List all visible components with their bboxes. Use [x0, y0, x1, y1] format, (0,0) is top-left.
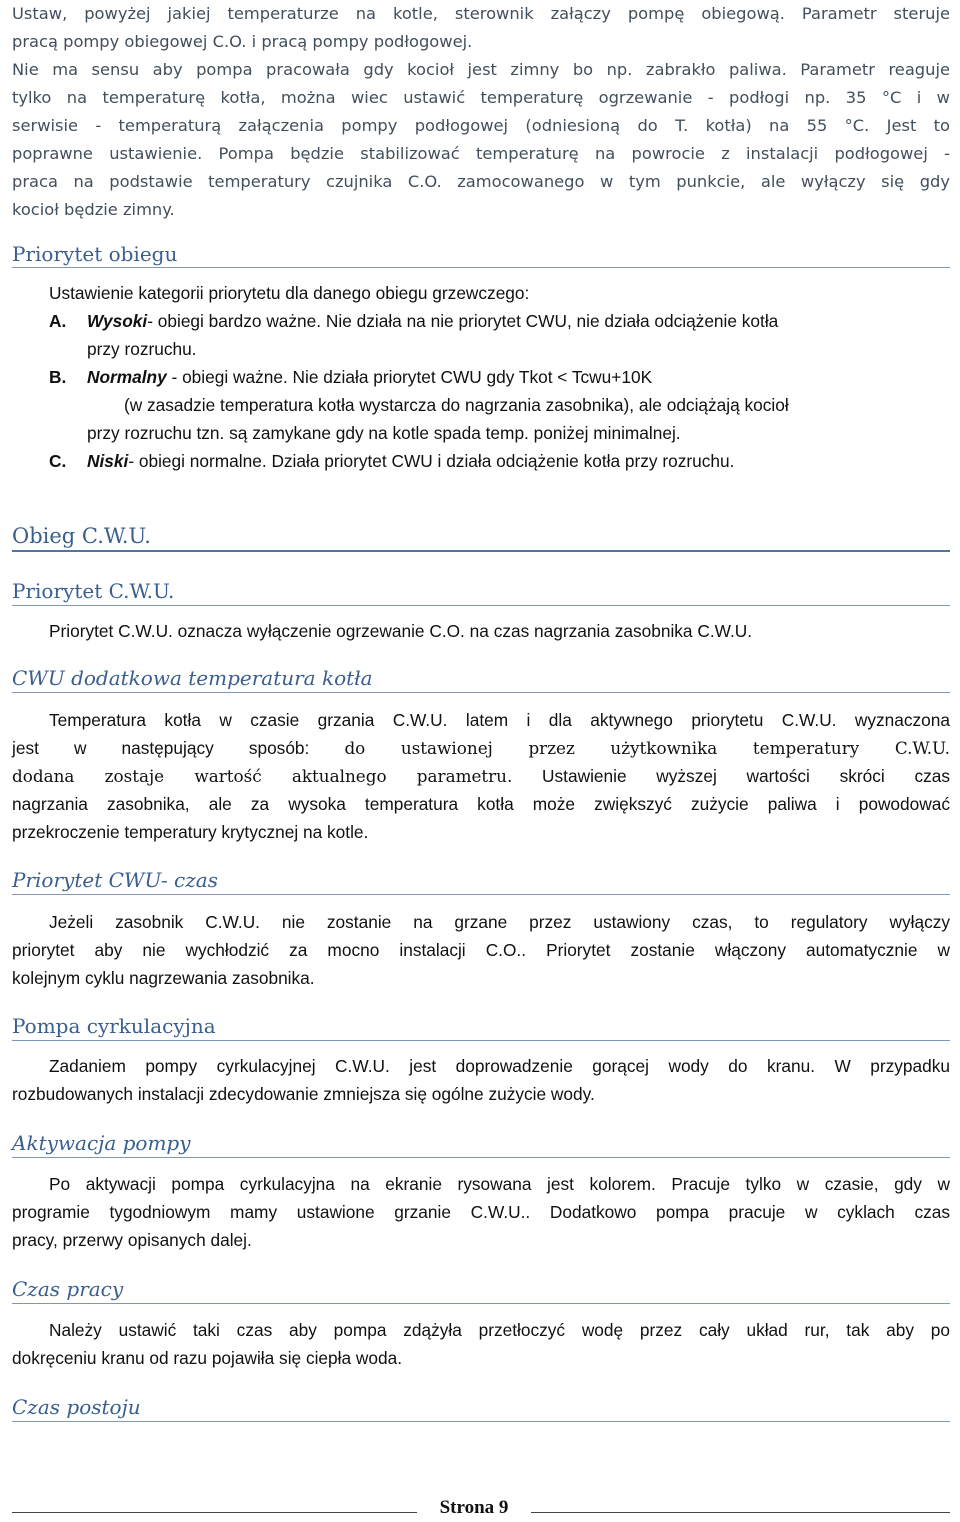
list-item-text: przy rozruchu tzn. są zamykane gdy na kotle spada temp. poniżej minimalnej.	[87, 423, 681, 443]
heading-underline	[12, 1040, 950, 1041]
heading-priorytet-cwu: Priorytet C.W.U.	[12, 579, 175, 603]
pompa-cyrkulacyjna-paragraph	[12, 1052, 950, 1108]
paragraph-line: dokręceniu kranu od razu pojawiła się ciepła woda.	[12, 1348, 403, 1368]
paragraph-line: Po aktywacji pompa cyrkulacyjna na ekranie rysowana jest kolorem. Pracuje tylko w czasie, gdy w	[49, 1174, 950, 1194]
priority-list	[49, 307, 949, 475]
paragraph-text: Ustawienie wyższej wartości skróci czas	[512, 766, 950, 786]
list-item	[49, 363, 949, 447]
paragraph-text: dodana zostaje wartość aktualnego parametru.	[12, 766, 513, 786]
list-item-text: (w zasadzie temperatura kotła wystarcza do nagrzania zasobnika), ale odciążają kocioł	[124, 395, 789, 415]
intro-line: praca na podstawie temperatury czujnika C.O. zamocowanego w tym punkcie, ale wyłączy się gdy	[12, 172, 950, 191]
paragraph-line: Priorytet C.W.U. oznacza wyłączenie ogrzewanie C.O. na czas nagrzania zasobnika C.W.U.	[49, 621, 753, 641]
intro-line: Nie ma sensu aby pompa pracowała gdy kocioł jest zimny bo np. zabrakło paliwa. Parametr reaguje	[12, 60, 950, 79]
priority-intro	[49, 279, 949, 307]
paragraph-line	[12, 762, 950, 790]
priorytet-cwu-text	[49, 617, 949, 645]
list-item-label: B.	[49, 367, 67, 387]
paragraph-line: nagrzania zasobnika, ale za wysoka temperatura kotła może zwiększyć zużycie paliwa i powodować	[12, 794, 950, 814]
paragraph-line: Zadaniem pompy cyrkulacyjnej C.W.U. jest doprowadzenie gorącej wody do kranu. W przypadku	[49, 1056, 950, 1076]
list-item	[49, 447, 949, 475]
footer-rule-left	[12, 1512, 417, 1513]
intro-line: poprawne ustawienie. Pompa będzie stabilizować temperaturę na powrocie z instalacji podłogowej -	[12, 144, 950, 163]
priority-intro-text: Ustawienie kategorii priorytetu dla danego obiegu grzewczego:	[49, 283, 530, 303]
heading-underline	[12, 605, 950, 606]
list-item-label: A.	[49, 311, 67, 331]
heading-underline	[12, 692, 950, 693]
paragraph-line: pracy, przerwy opisanych dalej.	[12, 1230, 252, 1250]
heading-underline	[12, 550, 950, 552]
heading-pompa-cyrkulacyjna: Pompa cyrkulacyjna	[12, 1014, 216, 1038]
heading-czas-pracy: Czas pracy	[12, 1277, 124, 1301]
paragraph-line: przekroczenie temperatury krytycznej na kotle.	[12, 822, 369, 842]
paragraph-text: do ustawionej przez użytkownika temperatury C.W.U.	[344, 738, 950, 758]
heading-czas-postoju: Czas postoju	[12, 1395, 141, 1419]
aktywacja-pompy-paragraph	[12, 1170, 950, 1254]
paragraph-line: kolejnym cyklu nagrzewania zasobnika.	[12, 968, 315, 988]
heading-priorytet-obiegu: Priorytet obiegu	[12, 242, 178, 266]
paragraph-line: Jeżeli zasobnik C.W.U. nie zostanie na grzane przez ustawiony czas, to regulatory wyłączy	[49, 912, 950, 932]
intro-line: kocioł będzie zimny.	[12, 200, 175, 219]
heading-underline	[12, 267, 950, 268]
list-item-text: - obiegi ważne. Nie działa priorytet CWU gdy Tkot < Tcwu+10K	[166, 367, 653, 387]
heading-priorytet-cwu-czas: Priorytet CWU- czas	[12, 868, 218, 892]
intro-line: Ustaw, powyżej jakiej temperaturze na kotle, sterownik załączy pompę obiegową. Parametr steruje	[12, 4, 950, 23]
cwu-dodatkowa-paragraph	[12, 706, 950, 846]
heading-obieg-cwu: Obieg C.W.U.	[12, 524, 151, 548]
list-item-name: Wysoki	[87, 311, 148, 331]
paragraph-text: jest w następujący sposób:	[12, 738, 345, 758]
list-item-text: - obiegi normalne. Działa priorytet CWU i działa odciążenie kotła przy rozruchu.	[128, 451, 735, 471]
footer-rule-right	[531, 1512, 950, 1513]
intro-line: serwisie - temperaturą załączenia pompy podłogowej (odniesioną do T. kotła) na 55 °C. Jest to	[12, 116, 950, 135]
intro-line: tylko na temperaturę kotła, można wiec ustawić temperaturę ogrzewanie - podłogi np. 35 °C i w	[12, 88, 950, 107]
priorytet-cwu-czas-paragraph	[12, 908, 950, 992]
list-item-label: C.	[49, 451, 67, 471]
intro-paragraph	[12, 0, 950, 224]
heading-underline	[12, 894, 950, 895]
heading-underline	[12, 1157, 950, 1158]
list-item-text: - obiegi bardzo ważne. Nie działa na nie priorytet CWU, nie działa odciążenie kotła	[147, 311, 779, 331]
paragraph-line: Należy ustawić taki czas aby pompa zdążyła przetłoczyć wodę przez cały układ rur, tak aby po	[49, 1320, 950, 1340]
heading-aktywacja-pompy: Aktywacja pompy	[12, 1131, 191, 1155]
paragraph-line: rozbudowanych instalacji zdecydowanie zmniejsza się ogólne zużycie wody.	[12, 1084, 595, 1104]
list-item-text: przy rozruchu.	[87, 339, 197, 359]
paragraph-line: programie tygodniowym mamy ustawione grzanie C.W.U.. Dodatkowo pompa pracuje w cyklach czas	[12, 1202, 950, 1222]
list-item-name: Normalny	[87, 367, 167, 387]
page-number: Strona 9	[439, 1497, 509, 1518]
intro-line: pracą pompy obiegowej C.O. i pracą pompy podłogowej.	[12, 32, 473, 51]
heading-cwu-dodatkowa: CWU dodatkowa temperatura kotła	[12, 666, 373, 690]
czas-pracy-paragraph	[12, 1316, 950, 1372]
list-item-name: Niski	[87, 451, 129, 471]
paragraph-line	[12, 734, 950, 762]
paragraph-line: Temperatura kotła w czasie grzania C.W.U. latem i dla aktywnego priorytetu C.W.U. wyznaczona	[49, 710, 950, 730]
paragraph-line: priorytet aby nie wychłodzić za mocno instalacji C.O.. Priorytet zostanie włączony automatycznie w	[12, 940, 950, 960]
heading-underline	[12, 1303, 950, 1304]
list-item	[49, 307, 949, 363]
heading-underline	[12, 1421, 950, 1422]
